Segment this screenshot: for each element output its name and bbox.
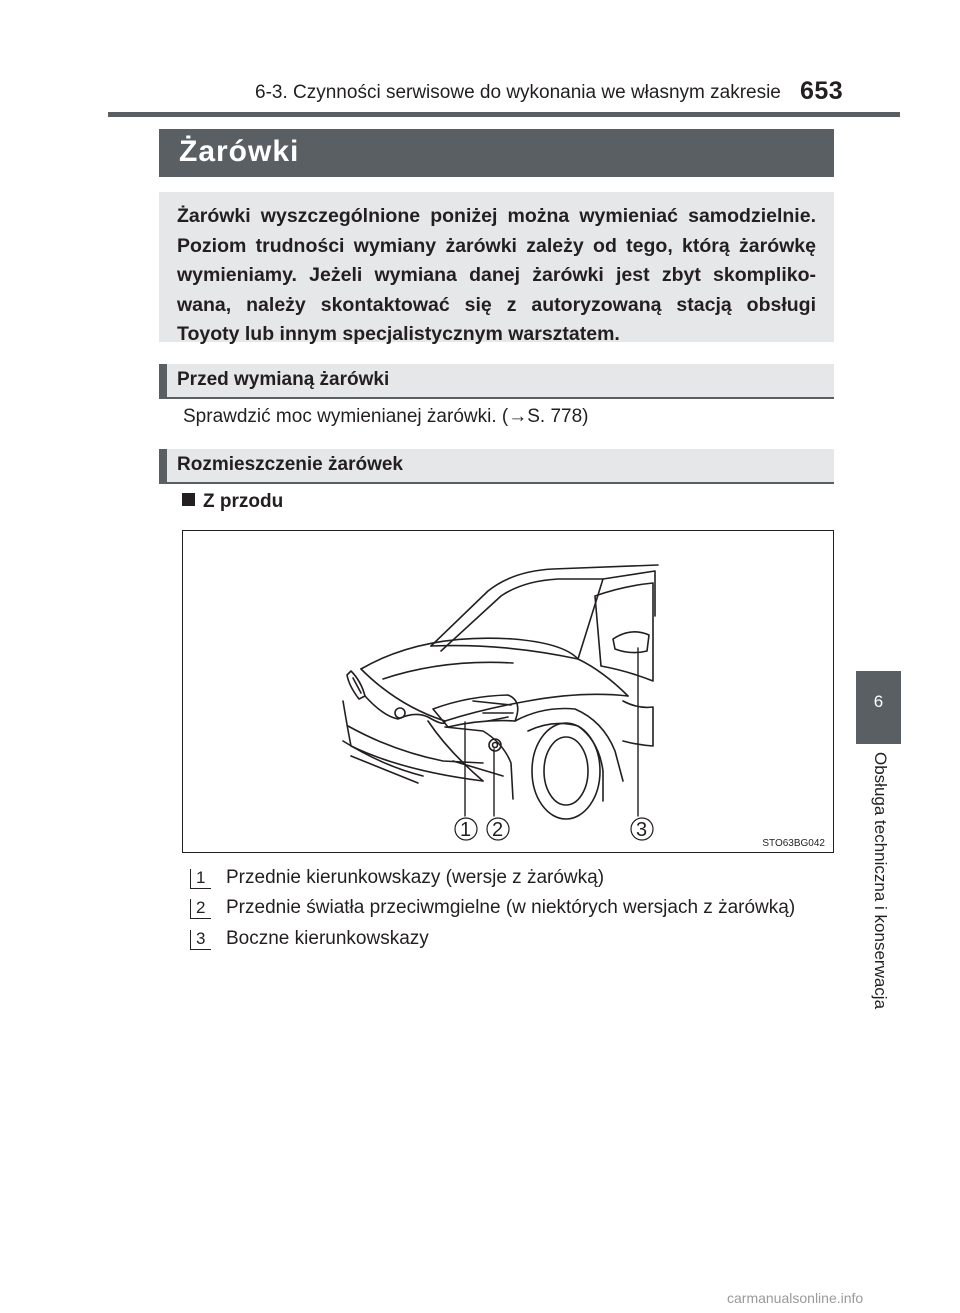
chapter-title: Obsługa techniczna i konserwacja: [871, 752, 890, 1010]
legend-text: Boczne kierunkowskazy: [226, 928, 429, 949]
number-box: 2: [190, 899, 211, 919]
number-box: 1: [190, 869, 211, 889]
running-header: 6-3. Czynności serwisowe do wykonania we własnym zakresie: [255, 82, 781, 103]
header-divider: [108, 112, 900, 117]
callout-3: 3: [636, 819, 648, 841]
callout-1: 1: [460, 819, 472, 841]
section-marker: [159, 364, 167, 397]
section-heading-before: [159, 364, 834, 399]
page-number: 653: [800, 77, 844, 105]
check-power-text: Sprawdzić moc wymienianej żarówki. (→S. 778): [183, 406, 589, 427]
number-box: 3: [190, 930, 211, 950]
chapter-tab: [856, 671, 901, 744]
intro-text: Żarówki wyszczególnione poniżej można wymieniać samodzielnie. Poziom trudności wymiany żarówki zależy od tego, którą żarówkę wymieniamy. Jeżeli wymiana danej żarówki jest zbyt skompliko-wana, należy skontaktować się z autoryzowaną stacją obsługi Toyoty lub innym specjalistycznym warsztatem.: [177, 205, 816, 345]
callout-2: 2: [492, 819, 504, 841]
subheading-front: [182, 491, 283, 513]
car-illustration: [183, 531, 834, 853]
section-heading-text: Przed wymianą żarówki: [177, 369, 390, 390]
legend-text: Przednie światła przeciwmgielne (w niektórych wersjach z żarówką): [226, 897, 796, 918]
title-bar: [159, 129, 834, 177]
subheading-text: Z przodu: [203, 491, 284, 512]
square-bullet-icon: [182, 493, 195, 506]
section-heading-text: Rozmieszczenie żarówek: [177, 454, 403, 475]
legend-text: Przednie kierunkowskazy (wersje z żarówką): [226, 867, 605, 888]
watermark: carmanualsonline.info: [727, 1290, 864, 1306]
intro-box: [159, 192, 834, 345]
chapter-number: 6: [873, 692, 884, 711]
section-heading-layout: [159, 449, 834, 484]
car-front-figure: [182, 530, 834, 853]
figure-id: STO63BG042: [762, 838, 825, 849]
section-marker: [159, 449, 167, 482]
chapter-side-label: [868, 752, 892, 1042]
page-title: Żarówki: [179, 135, 300, 168]
